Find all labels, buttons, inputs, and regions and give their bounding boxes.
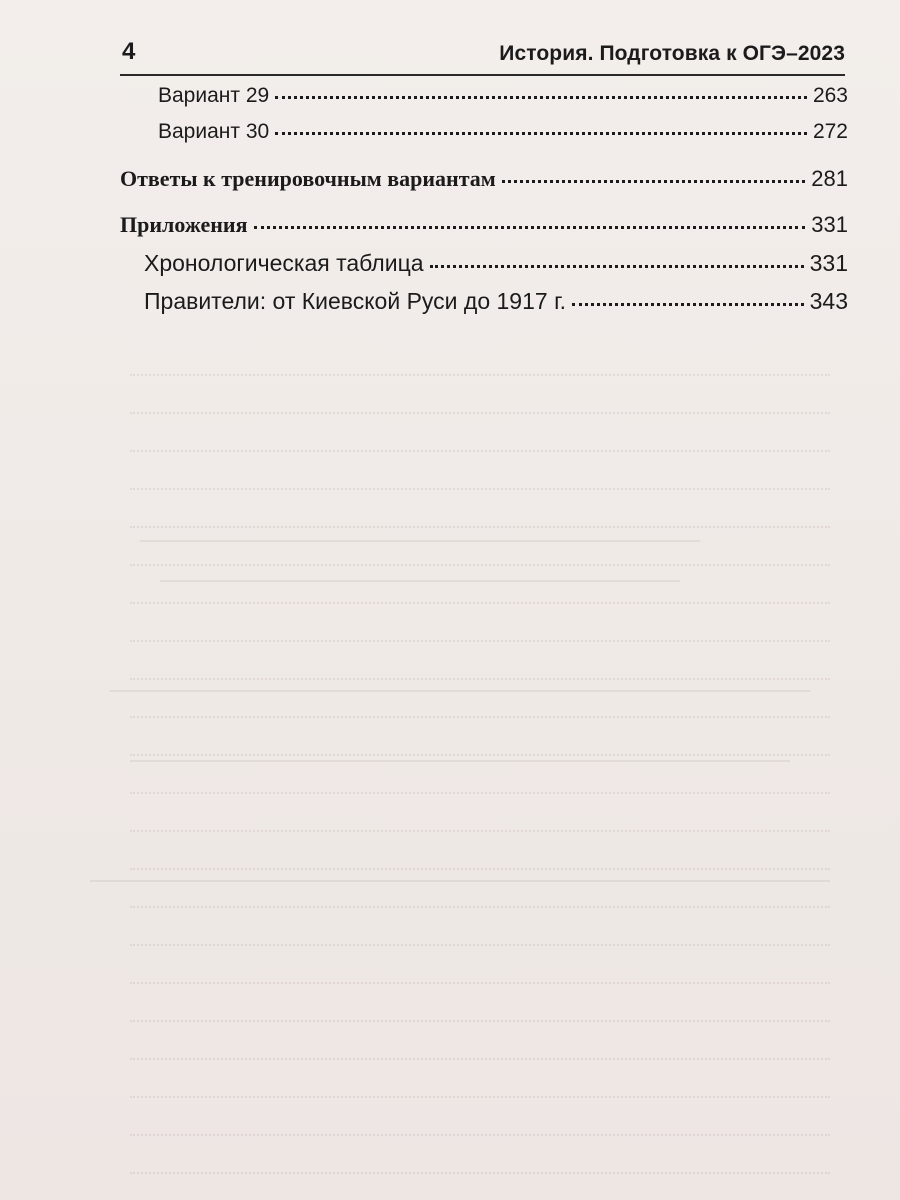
toc-entry-answers: [120, 160, 848, 198]
dot-leader: [275, 95, 807, 99]
dot-leader: [275, 131, 807, 135]
dot-leader: [430, 264, 804, 268]
toc-entry-variant-29: [120, 78, 848, 114]
toc-entry-rulers: [120, 282, 848, 320]
toc-entry-label: Вариант 30: [158, 120, 270, 143]
dot-leader: [254, 225, 806, 229]
toc-entry-label: Ответы к тренировочным вариантам: [120, 166, 496, 191]
toc-entry-page: 331: [809, 250, 848, 276]
toc-entry-page: 281: [811, 166, 848, 191]
toc-entry-page: 272: [812, 120, 848, 143]
toc-entry-label: Правители: от Киевской Руси до 1917 г.: [144, 288, 567, 314]
toc-entry-label: Приложения: [120, 212, 248, 237]
dot-leader: [572, 302, 804, 306]
dot-leader: [502, 179, 806, 183]
toc-entry-variant-30: [120, 114, 848, 150]
running-title: История. Подготовка к ОГЭ–2023: [499, 42, 845, 65]
toc-entry-page: 343: [809, 288, 848, 314]
toc-entry-page: 331: [811, 212, 848, 237]
toc-entry-label: Вариант 29: [158, 84, 270, 107]
table-of-contents: [120, 78, 848, 320]
page-number: 4: [122, 38, 136, 65]
toc-entry-page: 263: [812, 84, 848, 107]
toc-entry-appendices: [120, 206, 848, 244]
page-header: [120, 36, 845, 76]
toc-entry-label: Хронологическая таблица: [144, 250, 424, 276]
toc-entry-chronology: [120, 244, 848, 282]
